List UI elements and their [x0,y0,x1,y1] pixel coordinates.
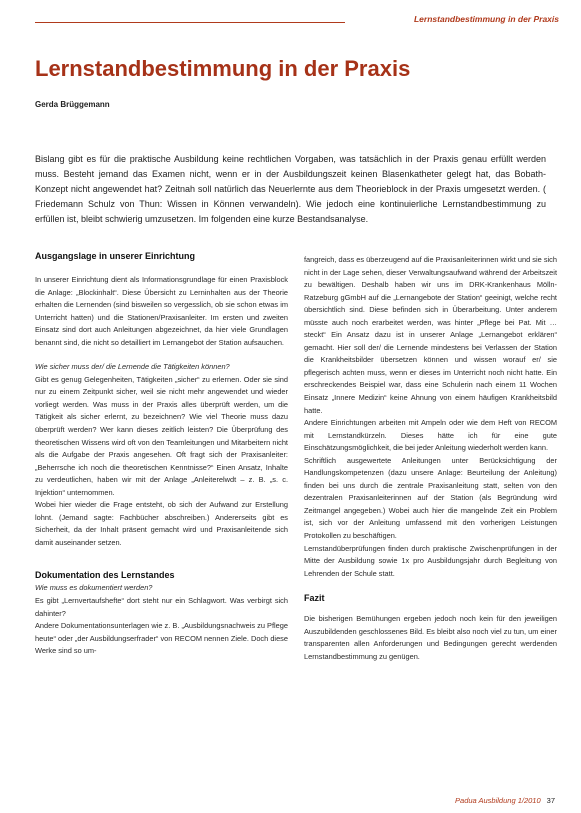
section-heading-ausgangslage: Ausgangslage in unserer Einrichtung [35,251,196,261]
paragraph: Schriftlich ausgewertete Anleitungen unter Berücksichtigung der Handlungskompetenzen (dazu unsere Anlage: Beurteilung der Anleitung) finden bei uns durch die zentrale Praxisanleitung statt, selten von den dezentralen Praxisanleiterinnen auf der Station (als Begründung wird Zeitmangel angegeben.) Wobei auch hier die mangelnde Zeit ein Problem ist, sich vor der Anleitung umfassend mit den vorherigen Leistungen Protokollen zu beschäftigen. [304,455,557,541]
author: Gerda Brüggemann [35,100,110,109]
page-footer [455,796,555,805]
paragraph: Andere Dokumentationsunterlagen wie z. B. „Ausbildungsnachweis zu Pflege heute“ oder „der Ausbildungserfrader“ von RECOM nennen Ziele. Doch diese Werke sind so um- [35,621,288,656]
section-heading-dokumentation: Dokumentation des Lernstandes [35,570,175,581]
paragraph: Die bisherigen Bemühungen ergeben jedoch noch kein für den jeweiligen Auszubildenden geschlossenes Bild. Es bleibt also noch viel zu tun, um einer transparenten allen Anforderungen und Bedingungen gerecht werdenden Lernstandbestimmung zu genügen. [304,614,557,661]
paragraph: Es gibt „Lernvertaufshefte“ dort steht nur ein Schlagwort. Was verbirgt sich dahinter? [35,596,288,618]
header-rule [35,22,345,23]
paragraph: In unserer Einrichtung dient als Informationsgrundlage für einen Praxisblock die Anlage: „Blockinhalt“. Diese Übersicht zu Lerninhalten aus der Theorie erhalten die Lernenden (sind bisweilen so vergesslich, ob sie schon etwas im Unterricht hatten) und die Stationen/Praxisanleiter. Im ersten und zweiten Einsatz sind dort auch Anleitungen abgezeichnet, da hier viele Grundlagen benannt sind, die nicht so detailliert im Lernangebot der Station aufsauchen. [35,275,288,347]
paragraph: fangreich, dass es überzeugend auf die Praxisanleiterinnen wirkt und sie sich nicht in der Lage sehen, dieser Verwaltungsaufwand während der Arbeitszeit zu bewältigen. Deshalb haben wir uns im DRK-Krankenhaus Mölln- Ratzeburg gGmbH auf die „Lernangebote der Station“ geeinigt, welche recht übersichtlich sind. Diese befinden sich in Überarbeitung. Unter anderem müsste auch noch erarbeitet werden, was hinter „Pflege bei Pat. Mit … steckt“ Ein Ansatz dazu ist in unserer Anlage „Lernangebot erklären“ gemacht. Hier soll der/ die Lernende mindestens bei Verlassen der Station die Krankheitsbilder übersetzen können und wissen worauf er/ sie pflegerisch achten muss, wenn er dieses im Unterricht noch nicht hatte. Ein erschreckendes Beispiel war, dass eine Schulerin nach einem 11 Wochen Einsatz „Innere Medizin“ keine Ahnung von einem häufigen Krankheitsbild hatte. [304,255,557,415]
page-number: 37 [546,796,555,805]
paragraph: Andere Einrichtungen arbeiten mit Ampeln oder wie dem Heft von RECOM mit Lernstandkürzeln. Dieses hätte ich für eine gute Einschätzungsmöglichkeit, die bei jeder Anleitung wiederholt werden kann. [304,418,557,453]
left-column [35,250,288,658]
article-title: Lernstandbestimmung in der Praxis [35,56,411,81]
question-heading: Wie muss es dokumentiert werden? [35,583,153,593]
question-heading: Wie sicher muss der/ die Lernende die Tätigkeiten können? [35,362,230,372]
journal-name: Padua Ausbildung 1/2010 [455,796,541,805]
section-heading-fazit: Fazit [304,593,325,604]
paragraph: Lernstandüberprüfungen finden durch praktische Zwischenprüfungen in der Mitte der Ausbildung sowie 1x pro Ausbildungsjahr durch Begleitung von Lehrenden der Schule statt. [304,543,557,578]
intro-paragraph: Bislang gibt es für die praktische Ausbildung keine rechtlichen Vorgaben, was tatsächlich in der Praxis genau erfüllt werden muss. Besteht jemand das Examen nicht, wenn er in der Ausbildungszeit keinen Blasenkatheter gelegt hat, das Bobath- Konzept nicht angewendet hat? Zeitnah soll natürlich das Neuerlernte aus dem Theorieblock in der Praxis umgesetzt werden. ( Friedemann Schulz von Thun: Wissen in Können verwandeln). Wie jedoch eine kontinuierliche Lernstandbestimmung zu erfüllen ist, bleibt schwierig umzusetzen. Im folgenden eine kurze Bestandsanalyse. [35,154,546,224]
right-column [304,254,557,663]
running-head: Lernstandbestimmung in der Praxis [413,14,559,24]
paragraph: Gibt es genug Gelegenheiten, Tätigkeiten „sicher“ zu erlernen. Oder sie sind nur zu einem Zeitpunkt sicher, weil sie nicht mehr angewendet und wieder vorliegt werden. Was muss in der Praxis alles überprüft werden, um die Tätigkeit als sicher erlernt, zu bezeichnen? Wie viel Theorie muss dazu überprüft werden? Wer kann dieses zeitlich leisten? Die Überprüfung des theoretischen Wissens wird oft von den Teamleitungen und Mitarbeitern nicht als die Aufgabe der Praxis angesehen. Oft fragt sich der Praxisanleiter: „Beherrsche ich noch die theoretischen Kenntnisse?“ Einen Ansatz, Inhalte zu verdeutlichen, haben wir mit der Anlage „Anleiterelwdt – z. B. „s. c. Injektion“ unternommen. [35,374,288,497]
paragraph: Wobei hier wieder die Frage entsteht, ob sich der Aufwand zur Erstellung lohnt. (Jemand sagte: Fachbücher abschreiben.) Andererseits gibt es Sicherheit, da der Inhalt präsent gemacht wird und Praxisanleitende sich damit auseinander setzen. [35,500,288,547]
